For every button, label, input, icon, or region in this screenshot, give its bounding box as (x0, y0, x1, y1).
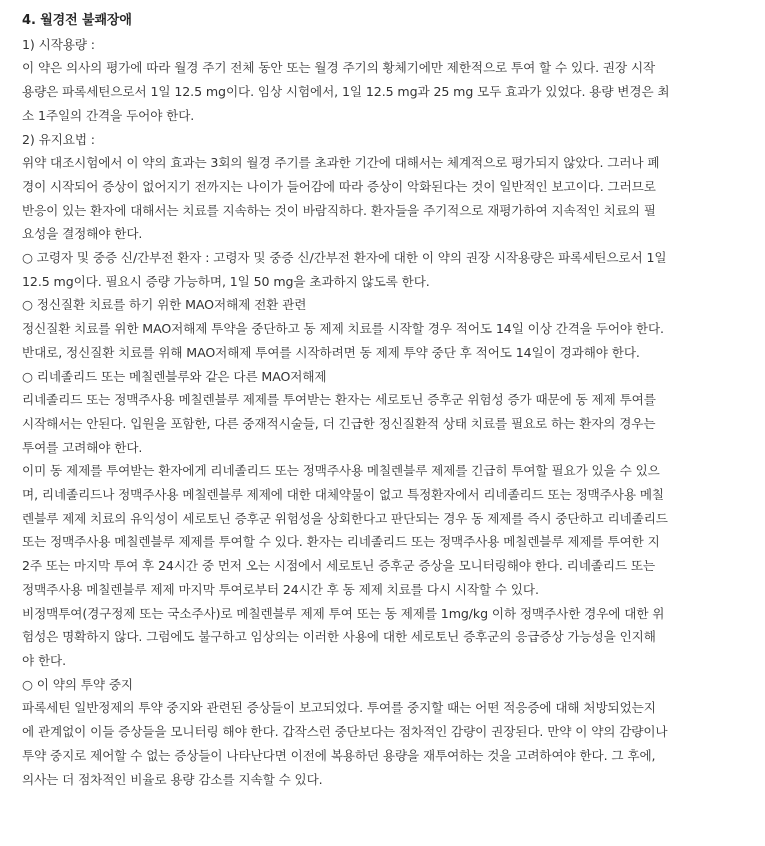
text-line: 시작해서는 안된다. 입원을 포함한, 다른 중재적시술들, 더 긴급한 정신질환적 상태 치료를 필요로 하는 환자의 경우는 (22, 415, 656, 431)
section-title: 4. 월경전 불쾌장애 (22, 13, 132, 28)
text-line: ○ 정신질환 치료를 하기 위한 MAO저해제 전환 관련 (22, 297, 307, 313)
text-line: 투약 중지로 제어할 수 없는 증상들이 나타난다면 이전에 복용하던 용량을 재투여하는 것을 고려하여야 한다. 그 후에, (22, 747, 656, 763)
text-line: 렌블루 제제 치료의 유익성이 세로토닌 증후군 위험성을 상회한다고 판단되는 경우 동 제제를 즉시 중단하고 리네졸리드 (22, 510, 668, 526)
text-line: ○ 이 약의 투약 중지 (22, 676, 133, 692)
paragraph-maintenance-body (22, 151, 747, 246)
text-line: 투여를 고려해야 한다. (22, 439, 143, 455)
paragraph-linezolid-body2 (22, 459, 747, 601)
paragraph-start-dose-heading (22, 33, 747, 57)
text-line: 반응이 있는 환자에 대해서는 치료를 지속하는 것이 바람직하다. 환자들을 주기적으로 재평가하여 지속적인 치료의 필 (22, 202, 656, 218)
text-line: 위약 대조시험에서 이 약의 효과는 3회의 월경 주기를 초과한 기간에 대해서는 체계적으로 평가되지 않았다. 그러나 폐 (22, 155, 660, 171)
text-line: 12.5 mg이다. 필요시 증량 가능하며, 1일 50 mg을 초과하지 않도록 한다. (22, 273, 430, 289)
paragraph-linezolid-body1 (22, 388, 747, 459)
text-line: 요성을 결정해야 한다. (22, 226, 143, 242)
text-line: 비정맥투여(경구정제 또는 국소주사)로 메칠렌블루 제제 투여 또는 동 제제를 1mg/kg 이하 정맥주사한 경우에 대한 위 (22, 605, 665, 621)
text-line: 의사는 더 점차적인 비율로 용량 감소를 지속할 수 있다. (22, 771, 323, 787)
text-line: 2) 유지요법 : (22, 131, 95, 147)
text-line: 1) 시작용량 : (22, 36, 95, 52)
paragraph-linezolid-body3 (22, 602, 747, 673)
text-line: 야 한다. (22, 652, 67, 668)
paragraph-discontinuation-body (22, 696, 747, 791)
paragraph-maintenance-heading (22, 128, 747, 152)
text-line: ○ 리네졸리드 또는 메칠렌블루와 같은 다른 MAO저해제 (22, 368, 327, 384)
text-line: 며, 리네졸리드나 정맥주사용 메칠렌블루 제제에 대한 대체약물이 없고 특정환자에서 리네졸리드 또는 정맥주사용 메칠 (22, 487, 664, 503)
text-line: 소 1주일의 간격을 두어야 한다. (22, 107, 195, 123)
text-line: 파록세틴 일반정제의 투약 중지와 관련된 증상들이 보고되었다. 투여를 중지할 때는 어떤 적응증에 대해 처방되었는지 (22, 700, 656, 716)
text-line: 경이 시작되어 증상이 없어지기 전까지는 나이가 들어감에 따라 증상이 악화된다는 것이 일반적인 보고이다. 그러므로 (22, 178, 656, 194)
text-line: 리네졸리드 또는 정맥주사용 메칠렌블루 제제를 투여받는 환자는 세로토닌 증후군 위험성 증가 때문에 동 제제 투여를 (22, 392, 656, 408)
paragraph-maoi-heading (22, 293, 747, 317)
paragraph-elderly-note (22, 246, 747, 293)
text-line: 용량은 파록세틴으로서 1일 12.5 mg이다. 임상 시험에서, 1일 12.5 mg과 25 mg 모두 효과가 있었다. 용량 변경은 최 (22, 84, 670, 100)
paragraph-start-dose-body (22, 56, 747, 127)
paragraph-discontinuation-heading (22, 673, 747, 697)
text-line: 정신질환 치료를 위한 MAO저해제 투약을 중단하고 동 제제 치료를 시작할 경우 적어도 14일 이상 간격을 두어야 한다. (22, 321, 664, 337)
text-line: 또는 정맥주사용 메칠렌블루 제제를 투여할 수 있다. 환자는 리네졸리드 또는 정맥주사용 메칠렌블루 제제를 투여한 지 (22, 534, 660, 550)
text-line: 에 관계없이 이들 증상들을 모니터링 해야 한다. 갑작스런 중단보다는 점차적인 감량이 권장된다. 만약 이 약의 감량이나 (22, 724, 668, 740)
text-line: 반대로, 정신질환 치료를 위해 MAO저해제 투여를 시작하려면 동 제제 투약 중단 후 적어도 14일이 경과해야 한다. (22, 344, 640, 360)
text-line: 험성은 명확하지 않다. 그럼에도 불구하고 임상의는 이러한 사용에 대한 세로토닌 증후군의 응급증상 가능성을 인지해 (22, 629, 656, 645)
document-body (22, 33, 747, 792)
paragraph-linezolid-heading (22, 365, 747, 389)
paragraph-maoi-body (22, 317, 747, 364)
text-line: 이미 동 제제를 투여받는 환자에게 리네졸리드 또는 정맥주사용 메칠렌블루 제제를 긴급히 투여할 필요가 있을 수 있으 (22, 463, 660, 479)
text-line: 이 약은 의사의 평가에 따라 월경 주기 전체 동안 또는 월경 주기의 황체기에만 제한적으로 투여 할 수 있다. 권장 시작 (22, 60, 656, 76)
text-line: 2주 또는 마지막 투여 후 24시간 중 먼저 오는 시점에서 세로토닌 증후군 증상을 모니터링해야 한다. 리네졸리드 또는 (22, 558, 656, 574)
text-line: 정맥주사용 메칠렌블루 제제 마지막 투여로부터 24시간 후 동 제제 치료를 다시 시작할 수 있다. (22, 581, 539, 597)
text-line: ○ 고령자 및 중증 신/간부전 환자 : 고령자 및 중증 신/간부전 환자에 대한 이 약의 권장 시작용량은 파록세틴으로서 1일 (22, 250, 667, 266)
